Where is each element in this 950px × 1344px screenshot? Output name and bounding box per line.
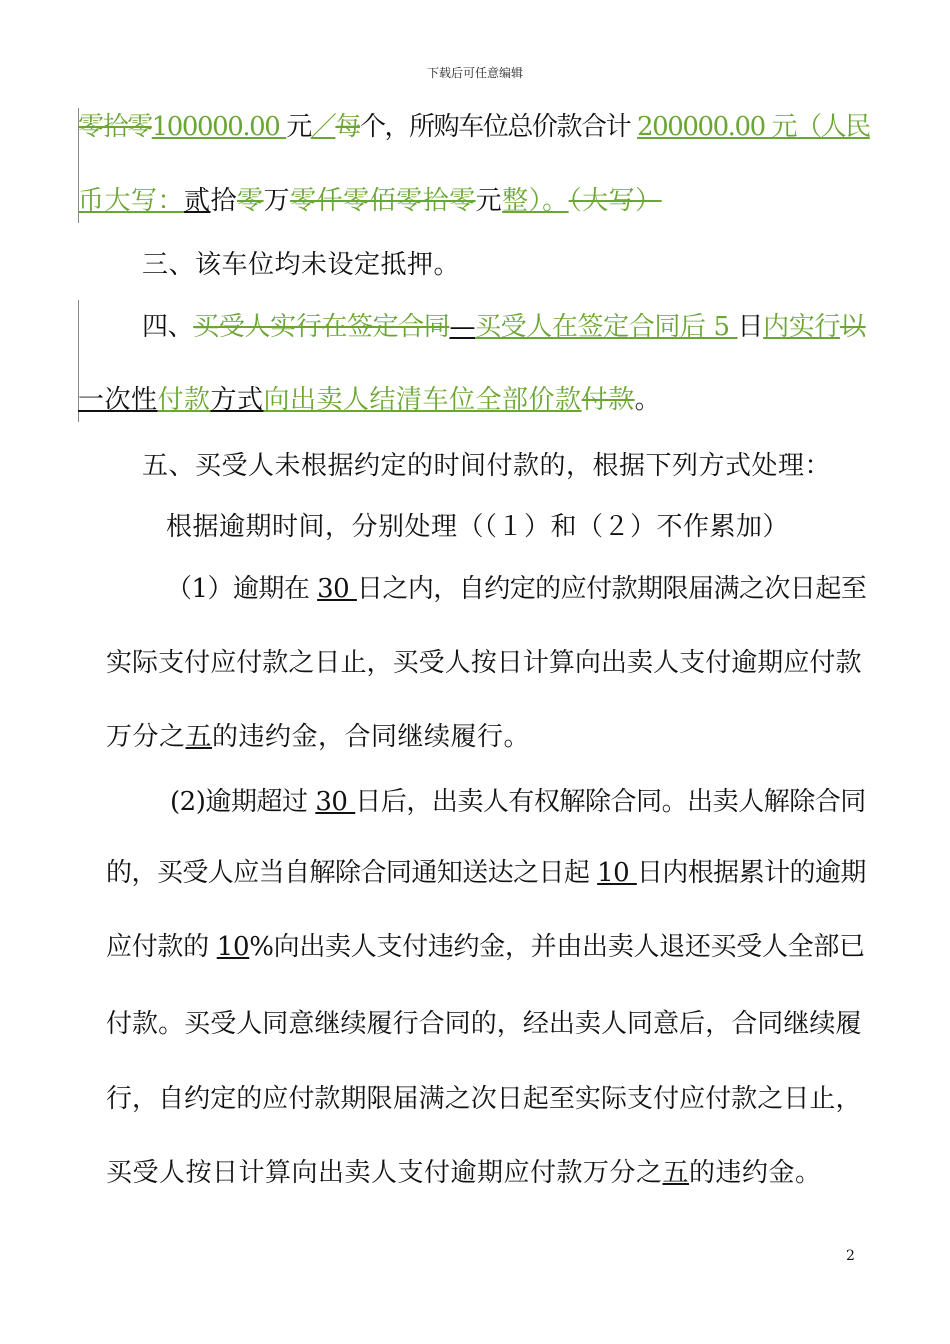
text-run: 元: [286, 112, 311, 142]
text-run: 买受人按日计算向出卖人支付逾期应付款万分之: [106, 1158, 663, 1188]
text-line: [106, 930, 865, 964]
text-run: 四、: [142, 312, 194, 342]
text-run: 元: [475, 186, 503, 216]
text-line: [106, 1156, 822, 1190]
text-run: 拾: [210, 186, 238, 216]
text-run: 个，所购车位总价款合计: [359, 112, 638, 142]
text-line: [78, 383, 661, 417]
underlined-value: 30: [317, 574, 357, 604]
inserted-text: 付款: [157, 385, 211, 415]
text-run: 的违约金，合同继续履行。: [212, 722, 531, 752]
inserted-text: 200000.00 元（人民: [637, 112, 870, 142]
deleted-text: 以: [840, 312, 866, 342]
text-run: 一次性: [78, 385, 158, 415]
clause-3: 三、该车位均未设定抵押。: [142, 250, 461, 280]
text-run: %向出卖人支付违约金，并由出卖人退还买受人全部已: [249, 932, 865, 962]
underlined-value: 10: [597, 858, 637, 888]
text-run: 日: [737, 312, 764, 342]
inserted-text: 买受人在签定合同后 5: [475, 312, 738, 342]
text-line: 行，自约定的应付款期限届满之次日起至实际支付应付款之日止，: [106, 1084, 862, 1114]
inserted-text: ／: [310, 112, 336, 142]
text-line: [106, 720, 530, 754]
text-run: 贰: [184, 186, 211, 216]
text-run: 万分之: [106, 722, 186, 752]
text-run: —: [449, 312, 476, 342]
deleted-text: 零拾零: [78, 112, 152, 142]
text-run: (2)逾期超过: [170, 787, 316, 817]
deleted-text: （大写）: [568, 186, 662, 216]
underlined-value: 五: [185, 722, 213, 752]
page-number: 2: [846, 1248, 855, 1264]
text-run: 。: [634, 385, 662, 415]
inserted-text: 向出卖人结清车位全部价款: [263, 385, 582, 415]
underlined-value: 五: [662, 1158, 690, 1188]
underlined-value: 30: [315, 787, 356, 817]
text-run: 日内根据累计的逾期: [636, 858, 866, 888]
deleted-text: 买受人实行在签定合同: [193, 312, 450, 342]
text-line: [142, 310, 866, 344]
inserted-text: 内实行: [763, 312, 841, 342]
underlined-value: 10: [216, 932, 250, 962]
text-line: [78, 110, 870, 144]
text-run: 方式: [210, 385, 264, 415]
clause-5-intro: 根据逾期时间，分别处理（（１）和（２）不作累加）: [166, 512, 790, 542]
text-run: 万: [263, 186, 291, 216]
clause-5: 五、买受人未根据约定的时间付款的，根据下列方式处理：: [142, 451, 832, 481]
text-line: [170, 785, 866, 819]
page-header: 下载后可任意编辑: [426, 66, 523, 80]
deleted-text: 付款: [581, 385, 635, 415]
deleted-text: 每: [335, 112, 360, 142]
text-line: 付款。买受人同意继续履行合同的，经出卖人同意后，合同继续履: [106, 1009, 862, 1039]
text-run: 日后，出卖人有权解除合同。出卖人解除合同: [355, 787, 866, 817]
text-line: [106, 856, 866, 890]
text-run: 的违约金。: [689, 1158, 822, 1188]
deleted-text: 零: [237, 186, 264, 216]
inserted-text: 整）。: [502, 186, 569, 216]
deleted-text: 零仟零佰零拾零: [290, 186, 476, 216]
text-run: （1）逾期在: [166, 574, 318, 604]
text-run: 日之内，自约定的应付款期限届满之次日起至: [356, 574, 867, 604]
text-line: 实际支付应付款之日止，买受人按日计算向出卖人支付逾期应付款: [106, 648, 862, 678]
text-run: 的，买受人应当自解除合同通知送达之日起: [106, 858, 598, 888]
inserted-text: 币大写：: [78, 186, 185, 216]
inserted-text: 100000.00: [151, 112, 287, 142]
text-line: [166, 572, 866, 606]
text-line: [78, 184, 662, 218]
text-run: 应付款的: [106, 932, 217, 962]
